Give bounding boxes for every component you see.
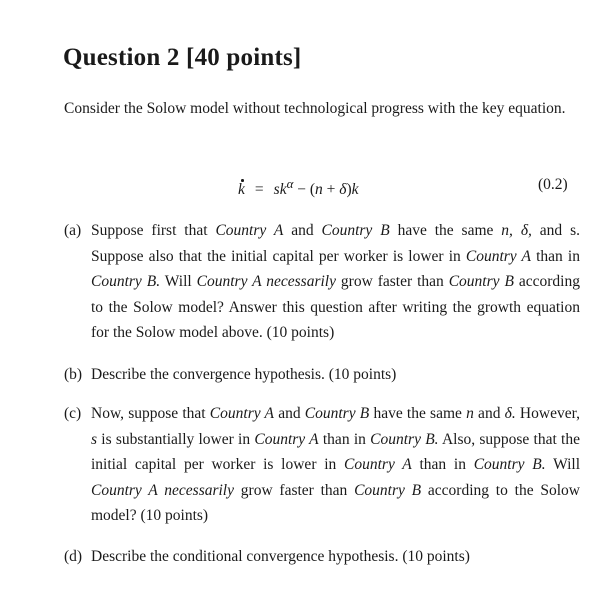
equation-k-dot: k (238, 181, 245, 199)
equation-number: (0.2) (538, 176, 568, 193)
part-b (64, 362, 580, 388)
equation-equals: = (254, 181, 264, 199)
equation-body (238, 176, 359, 199)
part-text: Now, suppose that Country A and Country B have the same n and δ. However, s is substantially lower in Country A than in Country B. Also, suppose that the initial capital per worker is lower in Country A than in Country B. Will Country A necessarily grow faster than Country B according to the Solow model? (10 points) (91, 405, 580, 524)
part-label: (d) (64, 548, 83, 565)
part-label: (c) (64, 405, 82, 422)
question-intro: Consider the Solow model without technological progress with the key equation. (64, 100, 566, 117)
equation-n: n (315, 181, 323, 199)
key-equation (0, 176, 608, 200)
part-a (64, 218, 580, 346)
question-title: Question 2 [40 points] (63, 44, 302, 71)
part-label: (a) (64, 222, 82, 239)
equation-alpha: α (286, 176, 294, 191)
part-d (64, 544, 580, 570)
equation-s: s (273, 181, 280, 199)
equation-plus: + (322, 181, 340, 199)
equation-k: k (279, 181, 287, 199)
equation-delta: δ (339, 181, 347, 199)
equation-close: ) (346, 181, 352, 199)
part-c (64, 401, 580, 529)
part-label: (b) (64, 366, 83, 383)
equation-minus: − ( (293, 181, 316, 199)
part-text: Describe the convergence hypothesis. (10 points) (91, 366, 397, 383)
part-text: Suppose first that Country A and Country B have the same n, δ, and s. Suppose also that the initial capital per worker is lower in Country A than in Country B. Will Country A necessarily grow faster than Country B according to the Solow model? Answer this question after writing the growth equation for the Solow model above. (10 points) (91, 222, 580, 341)
part-text: Describe the conditional convergence hypothesis. (10 points) (91, 548, 470, 565)
equation-k-final: k (351, 181, 359, 199)
